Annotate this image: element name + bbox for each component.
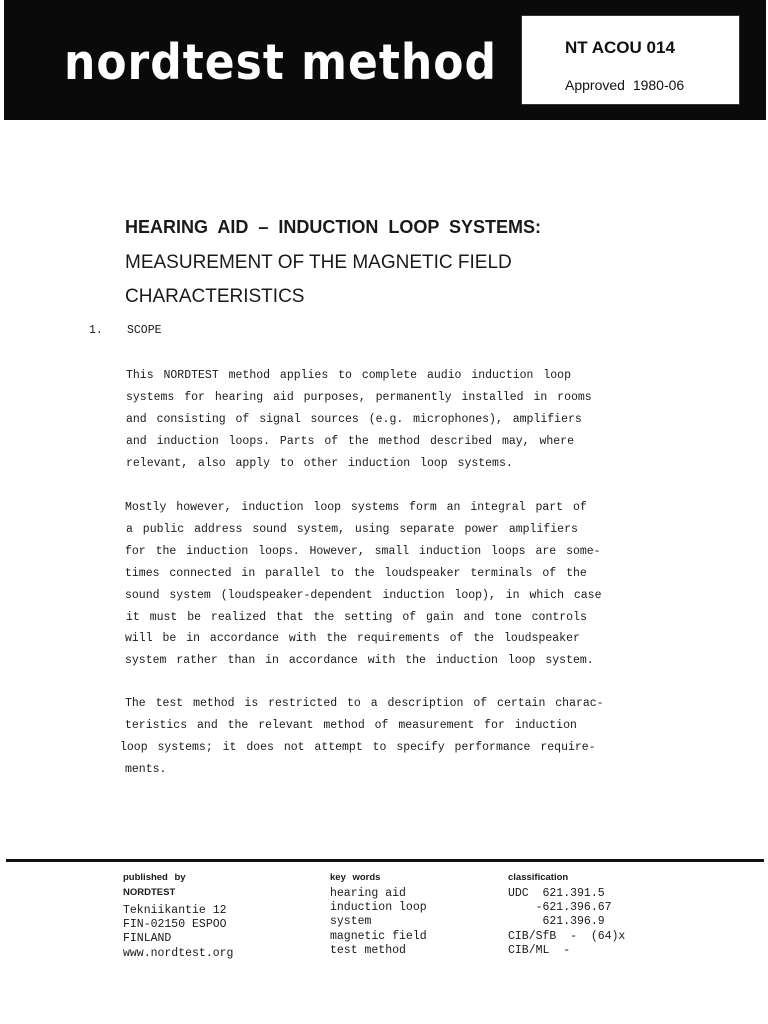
section-heading: SCOPE [127, 324, 162, 337]
classification-line: 621.396.9 [508, 915, 605, 929]
text-line: and consisting of signal sources (e.g. microphones), amplifiers [126, 412, 582, 426]
scope-paragraph-3 [120, 693, 604, 781]
text-line: and induction loops. Parts of the method described may, where [126, 434, 574, 448]
document-title-line-1: HEARING AID – INDUCTION LOOP SYSTEMS: [125, 217, 542, 237]
classification-line: CIB/ML - [508, 943, 571, 957]
footer-divider [6, 859, 764, 862]
classification-line: CIB/SfB - (64)x [508, 929, 626, 943]
text-line: times connected in parallel to the loudspeaker terminals of the [125, 566, 587, 580]
text-line: This NORDTEST method applies to complete audio induction loop [126, 369, 571, 382]
scope-paragraph-1 [126, 365, 592, 475]
document-title-line-2: MEASUREMENT OF THE MAGNETIC FIELD [125, 252, 512, 273]
keyword-line: induction loop [330, 901, 427, 915]
publisher-name: NORDTEST [123, 887, 176, 898]
section-number: 1. [89, 324, 103, 337]
classification-line: -621.396.67 [508, 901, 612, 915]
text-line: sound system (loudspeaker-dependent induction loop), in which case [125, 588, 602, 602]
document-title-line-3: CHARACTERISTICS [125, 286, 305, 307]
website-line: www.nordtest.org [123, 946, 234, 960]
text-line: it must be realized that the setting of gain and tone controls [126, 610, 587, 624]
address-line: FINLAND [123, 932, 172, 946]
text-line: teristics and the relevant method of measurement for induction [125, 718, 577, 732]
key-words-heading: key words [330, 872, 381, 883]
text-line: loop systems; it does not attempt to specify performance require- [120, 740, 596, 754]
text-line: relevant, also apply to other induction loop systems. [126, 456, 513, 470]
header-band [4, 0, 766, 120]
text-line: Mostly however, induction loop systems form an integral part of [125, 501, 587, 514]
approval-date: Approved 1980-06 [565, 77, 685, 93]
address-line: FIN-02150 ESPOO [123, 918, 227, 932]
scope-paragraph-2 [125, 497, 601, 672]
brand-logo: nordtest method [64, 34, 497, 92]
text-line: a public address sound system, using separate power amplifiers [126, 522, 578, 536]
published-by-heading: published by [123, 872, 186, 883]
document-id-box [521, 15, 740, 105]
text-line: ments. [125, 762, 167, 776]
text-line: system rather than in accordance with the induction loop system. [125, 654, 594, 668]
footer-key-words [330, 872, 427, 958]
text-line: The test method is restricted to a description of certain charac- [125, 697, 604, 710]
keyword-line: system [330, 915, 372, 929]
classification-heading: classification [508, 872, 569, 883]
classification-line: UDC 621.391.5 [508, 887, 605, 900]
text-line: for the induction loops. However, small induction loops are some- [125, 544, 601, 558]
text-line: will be in accordance with the requirements of the loudspeaker [125, 632, 580, 646]
footer-published-by [123, 872, 233, 961]
text-line: systems for hearing aid purposes, permanently installed in rooms [126, 390, 592, 404]
footer-classification [508, 872, 625, 958]
address-line: Tekniikantie 12 [123, 904, 227, 917]
keyword-line: magnetic field [330, 929, 427, 943]
keyword-line: test method [330, 943, 406, 957]
keyword-line: hearing aid [330, 887, 406, 900]
document-number: NT ACOU 014 [565, 38, 675, 57]
